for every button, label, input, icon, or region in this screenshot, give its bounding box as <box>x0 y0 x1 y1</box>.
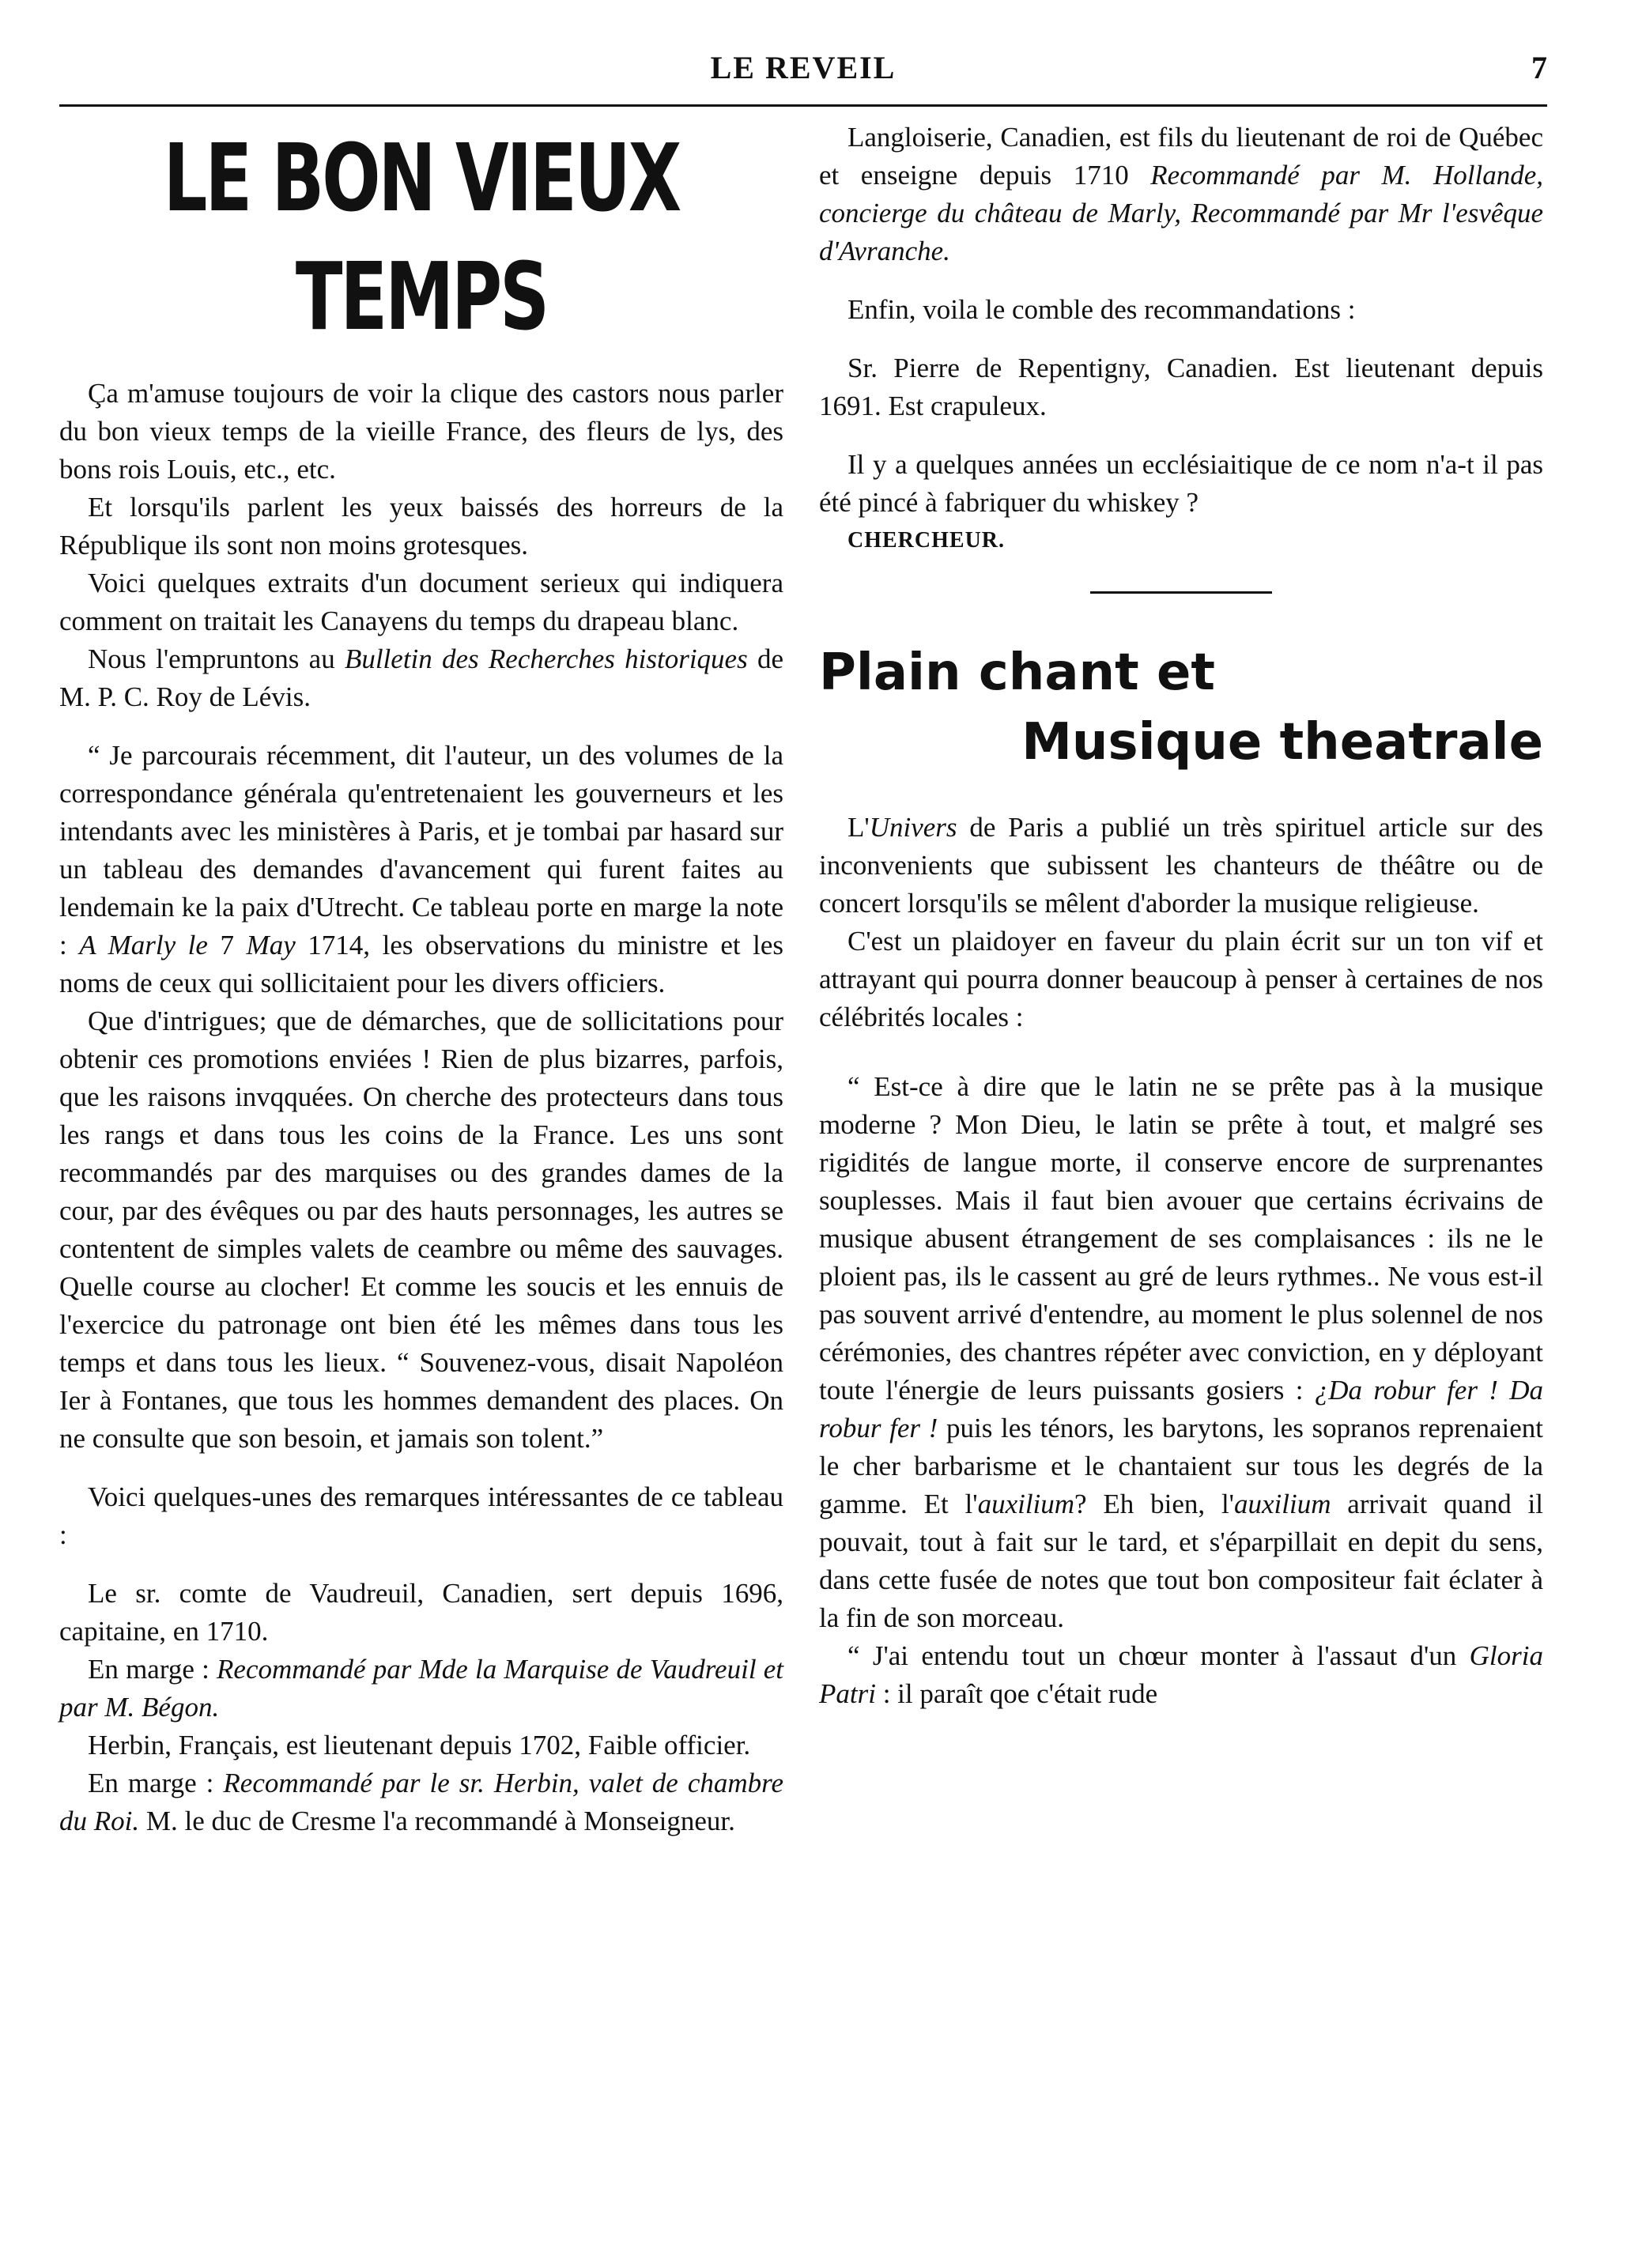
italic-run: Gloria Patri <box>819 1640 1543 1709</box>
quote-paragraph <box>59 737 783 1002</box>
text-run: ? Eh bien, l' <box>1074 1489 1234 1519</box>
paragraph <box>819 809 1543 923</box>
page-number: 7 <box>1531 50 1547 85</box>
paragraph: Sr. Pierre de Repentigny, Canadien. Est lieutenant depuis 1691. Est crapuleux. <box>819 353 1543 421</box>
left-column <box>59 119 783 1840</box>
title-line: Plain chant et <box>819 643 1215 702</box>
italic-run: Recommandé par Mde la Marquise de Vaudreuil et par M. Bégon. <box>59 1654 784 1723</box>
text-run: : il paraît qoe c'était rude <box>875 1678 1158 1709</box>
paragraph: Il y a quelques années un ecclésiaitique de ce nom n'a-t il pas été pincé à fabriquer du whiskey ? <box>819 449 1543 518</box>
text-run: L' <box>847 812 870 843</box>
paragraph <box>59 640 783 716</box>
text-run: Langloiserie, Canadien, est fils du lieutenant de roi de Québec et enseigne depuis 1710 <box>819 122 1543 191</box>
text-run: arrivait quand il pouvait, tout à fait sur le tard, et s'éparpillait en depit du sens, dans cette fusée de notes que tout bon compositeur fait éclater à la fin de son morceau. <box>819 1489 1543 1633</box>
text-run: “ J'ai entendu tout un chœur monter à l'assaut d'un <box>847 1640 1470 1671</box>
header-rule <box>59 104 1547 107</box>
italic-run: Univers <box>869 812 957 843</box>
paragraph: Voici quelques extraits d'un document serieux qui indiquera comment on traitait les Canayens du temps du drapeau blanc. <box>59 568 783 636</box>
paragraph: C'est un plaidoyer en faveur du plain écrit sur un ton vif et attrayant qui pourra donner beaucoup à penser à certaines de nos célébrités locales : <box>819 926 1543 1032</box>
text-run: En marge : <box>88 1654 217 1685</box>
paragraph: Le sr. comte de Vaudreuil, Canadien, sert depuis 1696, capitaine, en 1710. <box>59 1578 783 1647</box>
article-title-plain-chant <box>819 638 1543 777</box>
italic-run: ¿Da robur fer ! Da robur fer ! <box>819 1375 1543 1443</box>
text-run: En marge : <box>88 1768 224 1798</box>
paragraph <box>59 1651 783 1726</box>
italic-run: May <box>246 930 296 960</box>
article-title-bon-vieux-temps: LE BON VIEUX TEMPS <box>163 123 680 351</box>
right-column <box>819 119 1543 1713</box>
text-run: M. le duc de Cresme l'a recommandé à Monseigneur. <box>139 1806 735 1836</box>
text-run: 1714, les observations du ministre et les noms de ceux qui sollicitaient pour les divers officiers. <box>59 930 784 998</box>
paragraph: Ça m'amuse toujours de voir la clique des castors nous parler du bon vieux temps de la vieille France, des fleurs de lys, des bons rois Louis, etc., etc. <box>59 378 783 485</box>
paragraph: Herbin, Français, est lieutenant depuis 1702, Faible officier. <box>88 1730 751 1760</box>
text-run: puis les ténors, les barytons, les sopranos reprenaient le cher barbarisme et le chantaient sur tous les degrés de la gamme. Et l' <box>819 1413 1543 1519</box>
running-title: LE REVEIL <box>710 50 897 85</box>
paragraph <box>59 1764 783 1840</box>
text-run: 7 <box>207 930 247 960</box>
italic-run: Recommandé par M. Hollande, concierge du château de Marly, Recommandé par Mr l'esvêque d'Avranche. <box>819 160 1543 266</box>
paragraph: Et lorsqu'ils parlent les yeux baissés des horreurs de la République ils sont non moins grotesques. <box>59 492 783 560</box>
quote-paragraph: Que d'intrigues; que de démarches, que de sollicitations pour obtenir ces promotions enviées ! Rien de plus bizarres, parfois, que les raisons invqquées. On cherche des protecteurs dans tous les rangs et dans tous les coins de la France. Les uns sont recommandés par des marquises ou des grandes dames de la cour, par des évêques ou par des hauts personnages, les autres se contentent de simples valets de ceambre ou même des sauvages. Quelle course au clocher! Et comme les soucis et les ennuis de l'exercice du patronage ont bien été les mêmes dans tous les temps et dans tous les lieux. “ Souvenez-vous, disait Napoléon Ier à Fontanes, que tous les hommes demandent des places. On ne consulte que son besoin, et jamais son tolent.” <box>59 1006 783 1454</box>
italic-run: Bulletin des Recherches historiques <box>344 643 748 674</box>
text-run: de Paris a publié un très spirituel article sur des inconvenients que subissent les chanteurs de théâtre ou de concert lorsqu'ils se mêlent d'aborder la musique religieuse. <box>819 812 1543 919</box>
text-run: “ Je parcourais récemment, dit l'auteur, un des volumes de la correspondance générala qu'entretenaient les gouverneurs et les intendants avec les ministères à Paris, et je tombai par hasard sur un tableau des demandes d'avancement qui furent faites au lendemain ke la paix d'Utrecht. Ce tableau porte en marge la note : <box>59 740 783 960</box>
text-run: de M. P. C. Roy de Lévis. <box>59 643 783 712</box>
title-line: Musique theatrale <box>1021 713 1543 772</box>
signature: CHERCHEUR. <box>847 528 1006 553</box>
section-divider <box>1090 591 1272 594</box>
text-run: Nous l'empruntons au <box>88 643 345 674</box>
quote-paragraph <box>819 1068 1543 1637</box>
text-run: “ Est-ce à dire que le latin ne se prête pas à la musique moderne ? Mon Dieu, le latin se prête à tout, et malgré ses rigidités de langue morte, il conserve encore de surprenantes souplesses. Mais il faut bien avouer que certains écrivains de musique abusent étrangement de ses complaisances : ils ne le ploient pas, ils le cassent au gré de leurs rythmes.. Ne vous est-il pas souvent arrivé d'entendre, au moment le plus solennel de nos cérémonies, des chantres répéter avec conviction, en y déployant toute l'énergie de leurs puissants gosiers : <box>819 1071 1543 1406</box>
italic-run: auxilium <box>977 1489 1075 1519</box>
paragraph: Voici quelques-unes des remarques intéressantes de ce tableau : <box>59 1481 783 1550</box>
italic-run: auxilium <box>1233 1489 1331 1519</box>
italic-run: A Marly le <box>79 930 208 960</box>
paragraph <box>819 119 1543 270</box>
paragraph: Enfin, voila le comble des recommandations : <box>847 294 1356 325</box>
italic-run: Recommandé par le sr. Herbin, valet de chambre du Roi. <box>59 1768 784 1836</box>
quote-paragraph <box>819 1637 1543 1713</box>
running-header <box>59 49 1547 96</box>
